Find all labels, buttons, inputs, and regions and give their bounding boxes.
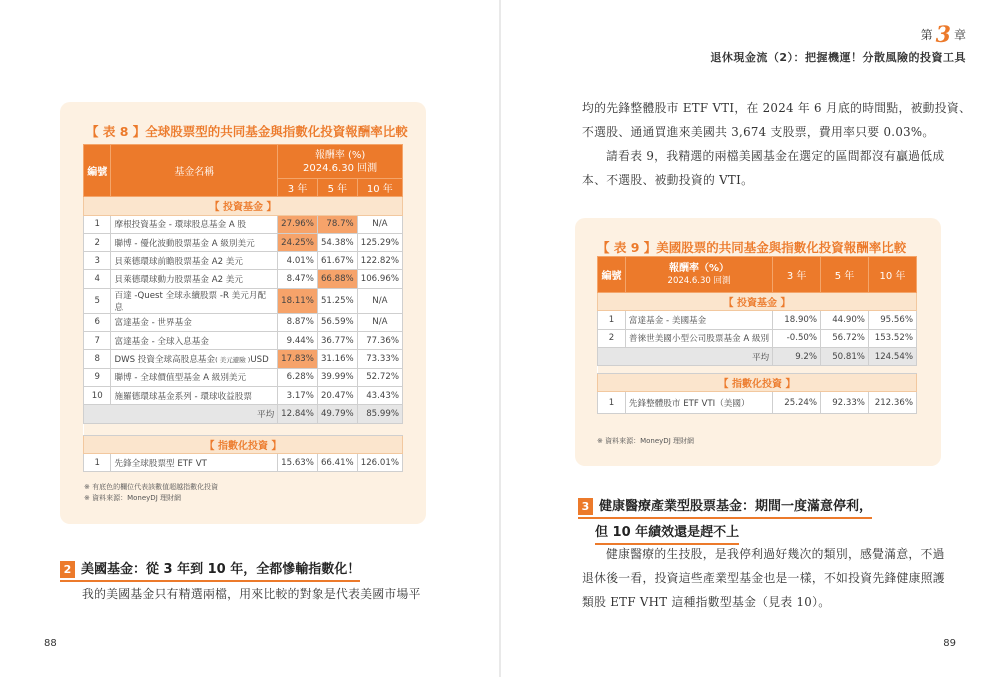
row-5y: 56.72% — [821, 329, 869, 347]
table8-note-highlight: ※ 有底色的欄位代表該數值超越指數化投資 — [84, 483, 219, 491]
row-no: 5 — [84, 288, 111, 313]
spacer-cell — [84, 423, 403, 435]
section3-line-1 — [578, 495, 872, 519]
row-10y: 95.56% — [868, 311, 916, 329]
section-funds-label: 【 投資基金 】 — [84, 197, 403, 215]
col-name: 基金名稱 — [111, 145, 278, 197]
table-row — [598, 329, 917, 347]
row-name — [111, 350, 278, 368]
row-name: 貝萊德環球前瞻股票基金 A2 美元 — [111, 252, 278, 270]
row-5y: 56.59% — [317, 313, 357, 331]
col-return — [625, 257, 772, 293]
row-3y: 15.63% — [278, 453, 318, 471]
table9-card — [575, 218, 941, 466]
table-row — [84, 453, 403, 471]
section2-title: 美國基金：從 3 年到 10 年，全都慘輸指數化！ — [81, 562, 361, 577]
row-5y: 54.38% — [317, 233, 357, 251]
table9-title-text: 美國股票的共同基金與指數化投資報酬率比較 — [656, 240, 907, 255]
row-10y: 43.43% — [357, 386, 402, 404]
table8-title-text: 全球股票型的共同基金與指數化投資報酬率比較 — [145, 124, 408, 139]
row-name: 摩根投資基金 - 環球股息基金 A 股 — [111, 215, 278, 233]
row-5y: 31.16% — [317, 350, 357, 368]
section3-number: 3 — [578, 498, 593, 515]
spacer-cell — [598, 366, 917, 374]
row-name-main: DWS 投資全球高股息基金 — [114, 355, 216, 366]
row-3y: 18.90% — [773, 311, 821, 329]
section3-text-1: 健康醫療的生技股，是我停利過好幾次的類別，感覺滿意，不過 — [606, 547, 945, 561]
section-index-label: 【 指數化投資 】 — [598, 374, 917, 392]
row-10y: N/A — [357, 313, 402, 331]
row-3y: 9.44% — [278, 332, 318, 350]
row-10y: 126.01% — [357, 453, 402, 471]
avg-5y: 50.81% — [821, 347, 869, 365]
col-return-date: 2024.6.30 回測 — [667, 275, 731, 286]
row-3y: -0.50% — [773, 329, 821, 347]
row-5y: 66.41% — [317, 453, 357, 471]
section2-underline — [60, 562, 360, 582]
row-5y: 92.33% — [821, 392, 869, 414]
table-row — [84, 252, 403, 270]
avg-10y: 85.99% — [357, 405, 402, 423]
row-5y: 51.25% — [317, 288, 357, 313]
col-5y: 5 年 — [317, 179, 357, 197]
row-no: 3 — [84, 252, 111, 270]
row-name: 施羅德環球基金系列 - 環球收益股票 — [111, 386, 278, 404]
row-name-currency: USD — [250, 355, 269, 366]
table8-note-source: ※ 資料來源：MoneyDJ 理財網 — [84, 494, 181, 502]
row-no: 8 — [84, 350, 111, 368]
row-10y: 52.72% — [357, 368, 402, 386]
row-name: 先鋒整體股市 ETF VTI（美國） — [625, 392, 772, 414]
col-return-date: 2024.6.30 回測 — [303, 162, 378, 174]
col-10y: 10 年 — [357, 179, 402, 197]
chapter-header — [710, 22, 966, 65]
section2-text: 我的美國基金只有精選兩檔，用來比較的對象是代表美國市場平 — [82, 587, 421, 601]
row-no: 1 — [84, 453, 111, 471]
row-name: 富達基金 - 美國基金 — [625, 311, 772, 329]
row-no: 1 — [598, 311, 626, 329]
row-no: 9 — [84, 368, 111, 386]
table9-label: 【 表 9 】 — [597, 240, 657, 255]
table-row — [84, 233, 403, 251]
row-5y: 61.67% — [317, 252, 357, 270]
row-no: 10 — [84, 386, 111, 404]
section-funds-row — [598, 293, 917, 311]
row-3y: 3.17% — [278, 386, 318, 404]
intro-line-1: 均的先鋒整體股市 ETF VTI，在 2024 年 6 月底的時間點，被動投資、 — [582, 101, 972, 115]
table8-card — [60, 102, 426, 524]
row-name: 貝萊德環球動力股票基金 A2 美元 — [111, 270, 278, 288]
section3-heading — [578, 495, 872, 545]
page-number-right: 89 — [943, 638, 956, 649]
row-5y: 20.47% — [317, 386, 357, 404]
section-index-label: 【 指數化投資 】 — [84, 435, 403, 453]
row-10y: N/A — [357, 215, 402, 233]
row-3y: 27.96% — [278, 215, 318, 233]
section3-underline-1 — [578, 499, 872, 519]
row-3y: 8.47% — [278, 270, 318, 288]
avg-3y: 12.84% — [278, 405, 318, 423]
avg-5y: 49.79% — [317, 405, 357, 423]
row-10y: 212.36% — [868, 392, 916, 414]
section-funds-row — [84, 197, 403, 215]
table-row — [84, 288, 403, 313]
chapter-number-line — [710, 22, 966, 48]
col-return — [278, 145, 403, 179]
row-name: 富達基金 - 世界基金 — [111, 313, 278, 331]
table-row — [598, 392, 917, 414]
row-3y: 24.25% — [278, 233, 318, 251]
table-row — [84, 313, 403, 331]
avg-3y: 9.2% — [773, 347, 821, 365]
table-row — [84, 386, 403, 404]
row-name: 普徠世美國小型公司股票基金 A 級別 — [625, 329, 772, 347]
table9-note-source: ※ 資料來源：MoneyDJ 理財網 — [597, 437, 694, 445]
row-3y: 8.87% — [278, 313, 318, 331]
row-5y: 44.90% — [821, 311, 869, 329]
row-name: 聯博 - 優化波動股票基金 A 級別美元 — [111, 233, 278, 251]
section3-paragraph — [582, 542, 945, 614]
table8-label: 【 表 8 】 — [86, 124, 146, 139]
row-no: 2 — [84, 233, 111, 251]
section3-text-2: 退休後一看，投資這些產業型基金也是一樣，不如投資先鋒健康照護 — [582, 571, 945, 585]
section-funds-label: 【 投資基金 】 — [598, 293, 917, 311]
table8-notes — [84, 482, 218, 504]
spacer-row — [84, 423, 403, 435]
row-10y: 73.33% — [357, 350, 402, 368]
avg-10y: 124.54% — [868, 347, 916, 365]
page-number-left: 88 — [44, 638, 57, 649]
table8 — [83, 144, 403, 472]
row-3y: 6.28% — [278, 368, 318, 386]
row-name: 聯博 - 全球價值型基金 A 級別美元 — [111, 368, 278, 386]
row-no: 7 — [84, 332, 111, 350]
col-5y: 5 年 — [821, 257, 869, 293]
average-row — [598, 347, 917, 365]
section-index-row — [84, 435, 403, 453]
col-no: 編號 — [598, 257, 626, 293]
intro-paragraph — [582, 96, 971, 192]
row-3y: 25.24% — [773, 392, 821, 414]
table8-title — [86, 122, 408, 140]
row-3y: 4.01% — [278, 252, 318, 270]
table-row — [84, 270, 403, 288]
right-page — [500, 0, 1000, 677]
row-10y: 122.82% — [357, 252, 402, 270]
row-name-paren: ( 美元避險 ) — [215, 356, 251, 365]
chapter-prefix: 第 — [920, 28, 933, 42]
average-label: 平均 — [84, 405, 278, 423]
row-5y: 66.88% — [317, 270, 357, 288]
section3-title-line-1: 健康醫療產業型股票基金：期間一度滿意停利， — [599, 499, 873, 514]
row-5y: 36.77% — [317, 332, 357, 350]
row-name: 百達 -Quest 全球永續股票 -R 美元月配息 — [111, 288, 278, 313]
table9-title — [597, 238, 906, 256]
intro-line-4: 本、不選股、被動投資的 VTI。 — [582, 173, 754, 187]
row-name: 先鋒全球股票型 ETF VT — [111, 453, 278, 471]
chapter-suffix: 章 — [953, 28, 966, 42]
row-name: 富達基金 - 全球入息基金 — [111, 332, 278, 350]
row-10y: 153.52% — [868, 329, 916, 347]
table9 — [597, 256, 917, 414]
section3-text-3: 類股 ETF VHT 這種指數型基金（見表 10）。 — [582, 595, 831, 609]
row-3y: 18.11% — [278, 288, 318, 313]
table-row — [84, 368, 403, 386]
intro-line-2: 不選股、通通買進來美國共 3,674 支股票，費用率只要 0.03%。 — [582, 125, 935, 139]
chapter-number: 3 — [935, 22, 951, 48]
col-return-label: 報酬率（%） — [669, 262, 730, 274]
row-3y: 17.83% — [278, 350, 318, 368]
row-10y: 125.29% — [357, 233, 402, 251]
section2-heading — [60, 558, 360, 578]
col-3y: 3 年 — [278, 179, 318, 197]
average-row — [84, 405, 403, 423]
table-row — [84, 332, 403, 350]
col-no: 編號 — [84, 145, 111, 197]
section-index-row — [598, 374, 917, 392]
average-label: 平均 — [598, 347, 773, 365]
col-10y: 10 年 — [868, 257, 916, 293]
table-row — [598, 311, 917, 329]
chapter-title: 退休現金流（2）：把握機運！分散風險的投資工具 — [710, 51, 966, 64]
col-3y: 3 年 — [773, 257, 821, 293]
row-5y: 78.7% — [317, 215, 357, 233]
row-no: 4 — [84, 270, 111, 288]
section3-title-line-2: 但 10 年績效還是趕不上 — [595, 525, 739, 545]
row-10y: 77.36% — [357, 332, 402, 350]
row-10y: 106.96% — [357, 270, 402, 288]
col-return-label: 報酬率 (%) — [314, 149, 366, 161]
row-5y: 39.99% — [317, 368, 357, 386]
row-10y: N/A — [357, 288, 402, 313]
spacer-row — [598, 366, 917, 374]
row-no: 6 — [84, 313, 111, 331]
row-no: 1 — [84, 215, 111, 233]
table-row — [84, 215, 403, 233]
section2-number: 2 — [60, 561, 75, 578]
intro-line-3: 請看表 9，我精選的兩檔美國基金在選定的區間都沒有贏過低成 — [606, 149, 945, 163]
table-row — [84, 350, 403, 368]
row-no: 1 — [598, 392, 626, 414]
row-no: 2 — [598, 329, 626, 347]
